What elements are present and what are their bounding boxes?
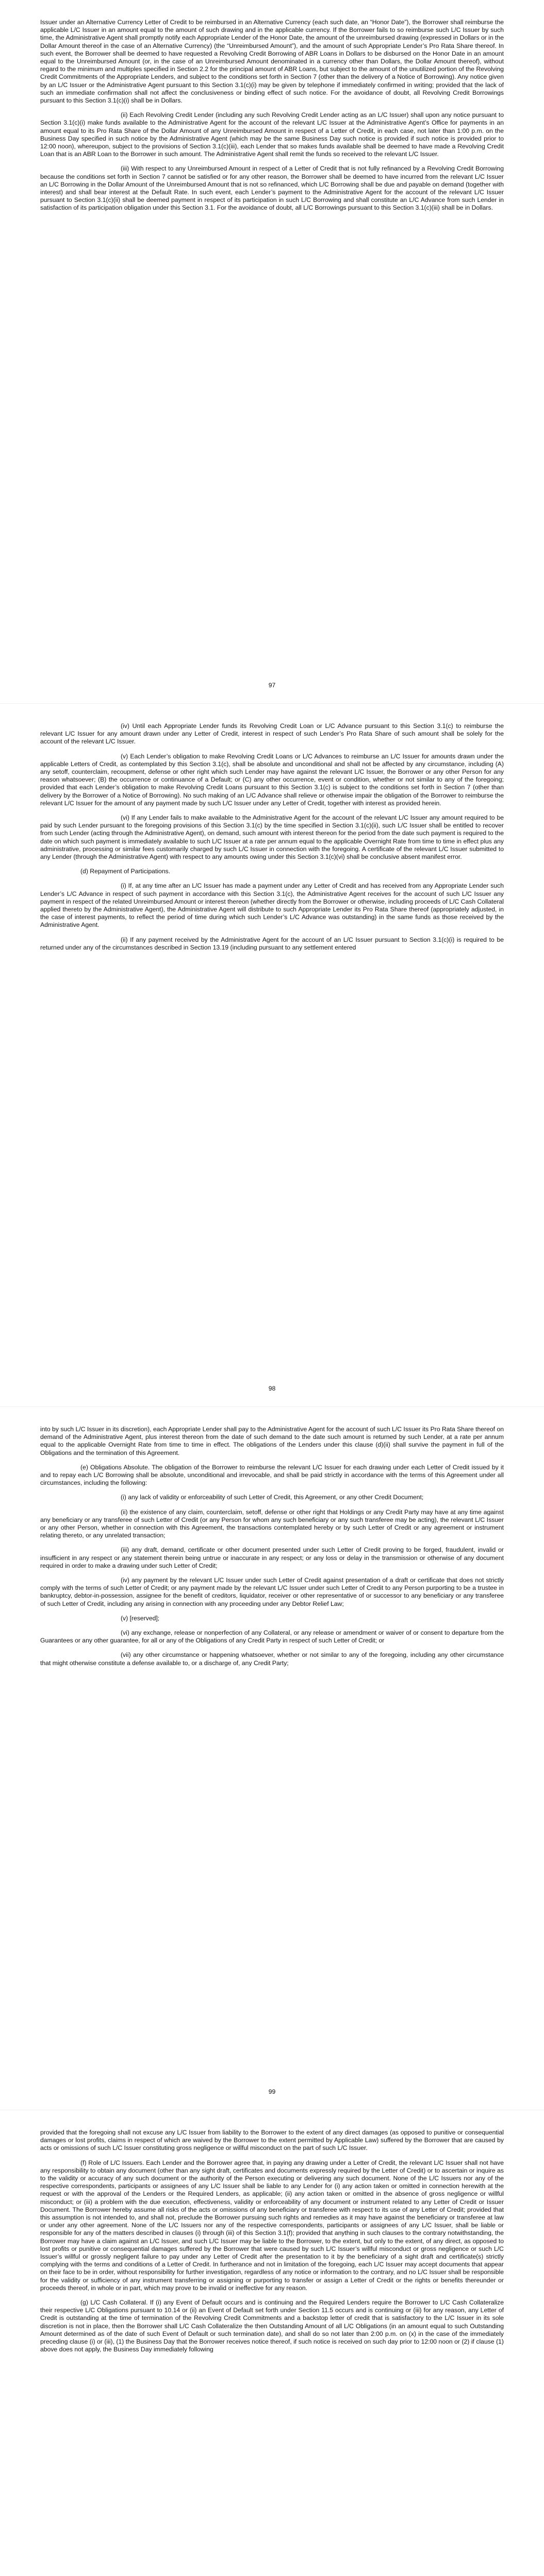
paragraph-ii: (ii) the existence of any claim, counterclaim, setoff, defense or other right that Holdings or any Credit Party may have at any time against any beneficiary or any transferee of such Letter of Credit (or any Person for whom any such beneficiary or any such transferee may be acting), the relevant L/C Issuer or any other Person, whether in connection with this Agreement, the transactions contemplated hereby or by such Letter of Credit or any agreement or instrument relating thereto, or any unrelated transaction; [40, 1508, 504, 1539]
page-99 [0, 1406, 544, 2110]
paragraph: into by such L/C Issuer in its discretion), each Appropriate Lender shall pay to the Administrative Agent for the account of such L/C Issuer its Pro Rata Share thereof on demand of the Administrative Agent, plus interest thereon from the date of such demand to the date such amount is returned by such Lender, at a rate per annum equal to the applicable Overnight Rate from time to time in effect. The obligations of the Lenders under this clause (d)(ii) shall survive the payment in full of the Obligations and the termination of this Agreement. [40, 1426, 504, 1456]
paragraph-vii: (vii) any other circumstance or happening whatsoever, whether or not similar to any of the foregoing, including any other circumstance that might otherwise constitute a defense available to, or a discharge of, any Credit Party; [40, 1651, 504, 1667]
paragraph-vi: (vi) any exchange, release or nonperfection of any Collateral, or any release or amendment or waiver of or consent to departure from the Guarantees or any other guarantee, for all or any of the Obligations of any Credit Party in respect of such Letter of Credit; or [40, 1629, 504, 1645]
page-number: 98 [268, 1385, 276, 1392]
paragraph-v: (v) [reserved]; [121, 1614, 160, 1622]
page-number: 97 [268, 682, 276, 689]
page-100 [0, 2110, 544, 2576]
page-number: 99 [268, 2088, 276, 2095]
paragraph-vi: (vi) If any Lender fails to make available to the Administrative Agent for the account of the relevant L/C Issuer any amount required to be paid by such Lender pursuant to the foregoing provisions of this Section 3.1(c) by the time specified in Section 3.1(c)(ii), such L/C Issuer shall be entitled to recover from such Lender (acting through the Administrative Agent), on demand, such amount with interest thereon for the period from the date such payment is required to the date on which such payment is immediately available to such L/C Issuer at a rate per annum equal to the applicable Overnight Rate from time to time in effect plus any administrative, processing or similar fees customarily charged by such L/C Issuer in connection with the foregoing. A certificate of the relevant L/C Issuer submitted to any Lender (through the Administrative Agent) with respect to any amounts owing under this Section 3.1(c)(vi) shall be conclusive absent manifest error. [40, 814, 504, 861]
paragraph-ii: (ii) Each Revolving Credit Lender (including any such Revolving Credit Lender acting as an L/C Issuer) shall upon any notice pursuant to Section 3.1(c)(i) make funds available to the Administrative Agent for the account of the relevant L/C Issuer at the Administrative Agent’s Office for payments in an amount equal to its Pro Rata Share of the Dollar Amount of any Unreimbursed Amount in respect of a Letter of Credit, in each case, not later than 1:00 p.m. on the Business Day specified in such notice by the Administrative Agent (which may be the same Business Day such notice is provided if such notice is provided prior to 12:00 noon), whereupon, subject to the provisions of Section 3.1(c)(iii), each Lender that so makes funds available shall be deemed to have made a Revolving Credit Loan that is an ABR Loan to the Borrower in such amount. The Administrative Agent shall remit the funds so received to the relevant L/C Issuer. [40, 111, 504, 158]
paragraph-v: (v) Each Lender’s obligation to make Revolving Credit Loans or L/C Advances to reimburse an L/C Issuer for amounts drawn under the applicable Letters of Credit, as contemplated by this Section 3.1(c), shall be absolute and unconditional and shall not be affected by any circumstance, including (A) any setoff, counterclaim, recoupment, defense or other right which such Lender may have against the relevant L/C Issuer, the Borrower or any other Person for any reason whatsoever; (B) the occurrence or continuance of a Default; or (C) any other occurrence, event or condition, whether or not similar to any of the foregoing; provided that each Lender’s obligation to make Revolving Credit Loans pursuant to this Section 3.1(c) is subject to the conditions set forth in Section 7 (other than delivery by the Borrower of a Notice of Borrowing). No such making of an L/C Advance shall relieve or otherwise impair the obligation of the Borrower to reimburse the relevant L/C Issuer for the amount of any payment made by such L/C Issuer under any Letter of Credit, together with interest as provided herein. [40, 752, 504, 807]
paragraph-iii: (iii) With respect to any Unreimbursed Amount in respect of a Letter of Credit that is not fully refinanced by a Revolving Credit Borrowing because the conditions set forth in Section 7 cannot be satisfied or for any other reason, the Borrower shall be deemed to have incurred from the relevant L/C Issuer an L/C Borrowing in the Dollar Amount of the Unreimbursed Amount that is not so refinanced, which L/C Borrowing shall be due and payable on demand (together with interest) and shall bear interest at the Default Rate. In such event, each Lender’s payment to the Administrative Agent for the account of the relevant L/C Issuer pursuant to Section 3.1(c)(ii) shall be deemed payment in respect of its participation in such L/C Borrowing and shall constitute an L/C Advance from such Lender in satisfaction of its participation obligation under this Section 3.1. For the avoidance of doubt, all L/C Borrowings pursuant to this Section 3.1(c)(iii) shall be in Dollars. [40, 165, 504, 212]
paragraph-iii: (iii) any draft, demand, certificate or other document presented under such Letter of Credit proving to be forged, fraudulent, invalid or insufficient in any respect or any statement therein being untrue or inaccurate in any respect; or any loss or delay in the transmission or otherwise of any document required in order to make a drawing under such Letter of Credit; [40, 1546, 504, 1569]
page-97 [0, 0, 544, 703]
section-heading-d: (d) Repayment of Participations. [80, 868, 171, 875]
paragraph-i: (i) If, at any time after an L/C Issuer has made a payment under any Letter of Credit and has received from any Appropriate Lender such Lender’s L/C Advance in respect of such payment in accordance with this Section 3.1(c), the Administrative Agent receives for the account of such L/C Issuer any payment in respect of the related Unreimbursed Amount or interest thereon (whether directly from the Borrower or otherwise, including proceeds of L/C Cash Collateral applied thereto by the Administrative Agent), the Administrative Agent will distribute to such Appropriate Lender its Pro Rata Share thereof (appropriately adjusted, in the case of interest payments, to reflect the period of time during which such Lender’s L/C Advance was outstanding) in the same funds as those received by the Administrative Agent. [40, 882, 504, 929]
paragraph-g: (g) L/C Cash Collateral. If (i) any Event of Default occurs and is continuing and the Required Lenders require the Borrower to L/C Cash Collateralize their respective L/C Obligations pursuant to 10.14 or (ii) an Event of Default set forth under Section 11.5 occurs and is continuing or (iii) for any reason, any Letter of Credit is outstanding at the time of termination of the Revolving Credit Commitments and a backstop letter of credit that is satisfactory to the L/C Issuer in its sole discretion is not in place, then the Borrower shall L/C Cash Collateralize the then Outstanding Amount of all L/C Obligations (in an amount equal to such Outstanding Amount determined as of the date of such Event of Default or such termination date), and shall do so not later than 2:00 p.m. on (x) in the case of the immediately preceding clause (i) or (iii), (1) the Business Day that the Borrower receives notice thereof, if such notice is received on such day prior to 12:00 noon or (2) if clause (1) above does not apply, the Business Day immediately following [40, 2299, 504, 2353]
page-98 [0, 703, 544, 1406]
paragraph-ii: (ii) If any payment received by the Administrative Agent for the account of an L/C Issuer pursuant to Section 3.1(c)(i) is required to be returned under any of the circumstances described in Section 13.19 (including pursuant to any settlement entered [40, 936, 504, 951]
paragraph-iv: (iv) Until each Appropriate Lender funds its Revolving Credit Loan or L/C Advance pursuant to this Section 3.1(c) to reimburse the relevant L/C Issuer for any amount drawn under any Letter of Credit, interest in respect of such Lender’s Pro Rata Share of such amount shall be solely for the account of the relevant L/C Issuer. [40, 722, 504, 745]
paragraph: Issuer under an Alternative Currency Letter of Credit to be reimbursed in an Alternative Currency (each such date, an “Honor Date”), the Borrower shall reimburse the applicable L/C Issuer in an amount equal to the amount of such drawing and in the applicable currency. If the Borrower fails to so reimburse such L/C Issuer by such time, the Administrative Agent shall promptly notify each Appropriate Lender of the Honor Date, the amount of the unreimbursed drawing (expressed in Dollars or in the Dollar Amount thereof in the case of an Alternative Currency) (the “Unreimbursed Amount”), and the amount of such Appropriate Lender’s Pro Rata Share thereof. In such event, the Borrower shall be deemed to have requested a Revolving Credit Borrowing of ABR Loans in Dollars to be disbursed on the Honor Date in an amount equal to the Unreimbursed Amount (or, in the case of an Unreimbursed Amount denominated in a currency other than Dollars, the Dollar Amount thereof), without regard to the minimum and multiples specified in Section 2.2 for the principal amount of ABR Loans, but subject to the amount of the unutilized portion of the Revolving Credit Commitments of the Appropriate Lenders, and subject to the conditions set forth in Section 7 (other than the delivery of a Notice of Borrowing). Any notice given by an L/C Issuer or the Administrative Agent pursuant to this Section 3.1(c)(i) may be given by telephone if immediately confirmed in writing; provided that the lack of such an immediate confirmation shall not affect the conclusiveness or binding effect of such notice. For the avoidance of doubt, all Revolving Credit Borrowings pursuant to this Section 3.1(c)(i) shall be in Dollars. [40, 19, 504, 105]
paragraph-iv: (iv) any payment by the relevant L/C Issuer under such Letter of Credit against presentation of a draft or certificate that does not strictly comply with the terms of such Letter of Credit; or any payment made by the relevant L/C Issuer under such Letter of Credit to any Person purporting to be a trustee in bankruptcy, debtor-in-possession, assignee for the benefit of creditors, liquidator, receiver or other representative of or successor to any beneficiary or any transferee of such Letter of Credit, including any arising in connection with any proceeding under any Debtor Relief Law; [40, 1577, 504, 1607]
paragraph-e: (e) Obligations Absolute. The obligation of the Borrower to reimburse the relevant L/C Issuer for each drawing under each Letter of Credit issued by it and to repay each L/C Borrowing shall be absolute, unconditional and irrevocable, and shall be paid strictly in accordance with the terms of this Agreement under all circumstances, including the following: [40, 1463, 504, 1487]
paragraph: provided that the foregoing shall not excuse any L/C Issuer from liability to the Borrower to the extent of any direct damages (as opposed to punitive or consequential damages or lost profits, claims in respect of which are waived by the Borrower to the extent permitted by Applicable Law) suffered by the Borrower that are caused by acts or omissions of such L/C Issuer constituting gross negligence or willful misconduct on the part of such L/C Issuer. [40, 2129, 504, 2152]
paragraph-i: (i) any lack of validity or enforceability of such Letter of Credit, this Agreement, or any other Credit Document; [121, 1494, 424, 1501]
paragraph-f: (f) Role of L/C Issuers. Each Lender and the Borrower agree that, in paying any drawing under a Letter of Credit, the relevant L/C Issuer shall not have any responsibility to obtain any document (other than any sight draft, certificates and documents expressly required by the Letter of Credit) or to ascertain or inquire as to the validity or accuracy of any such document or the authority of the Person executing or delivering any such document. None of the L/C Issuers nor any of the respective correspondents, participants or assignees of any L/C Issuer shall be liable to any Lender for (i) any action taken or omitted in connection herewith at the request or with the approval of the Lenders or the Required Lenders, as applicable; (ii) any action taken or omitted in the absence of gross negligence or willful misconduct; or (iii) a problem with the due execution, effectiveness, validity or enforceability of any document or instrument related to any Letter of Credit or Issuer Document. The Borrower hereby assume all risks of the acts or omissions of any beneficiary or transferee with respect to its use of any Letter of Credit; provided that this assumption is not intended to, and shall not, preclude the Borrower pursuing such rights and remedies as it may have against the beneficiary or transferee at law or under any other agreement. None of the L/C Issuers nor any of the respective correspondents, participants or assignees of any L/C Issuer, shall be liable or responsible for any of the matters described in clauses (i) through (iii) of this Section 3.1(f); provided that anything in such clauses to the contrary notwithstanding, the Borrower may have a claim against an L/C Issuer, and such L/C Issuer may be liable to the Borrower, to the extent, but only to the extent, of any direct, as opposed to lost profits or punitive or consequential damages suffered by the Borrower that were caused by such L/C Issuer’s willful misconduct or gross negligence or such L/C Issuer’s willful or grossly negligent failure to pay under any Letter of Credit after the presentation to it by the beneficiary of a sight draft and certificate(s) strictly complying with the terms and conditions of a Letter of Credit. In furtherance and not in limitation of the foregoing, each L/C Issuer may accept documents that appear on their face to be in order, without responsibility for further investigation, regardless of any notice or information to the contrary, and no L/C Issuer shall be responsible for the validity or sufficiency of any instrument transferring or assigning or purporting to transfer or assign a Letter of Credit or the rights or benefits thereunder or proceeds thereof, in whole or in part, which may prove to be invalid or ineffective for any reason. [40, 2159, 504, 2292]
